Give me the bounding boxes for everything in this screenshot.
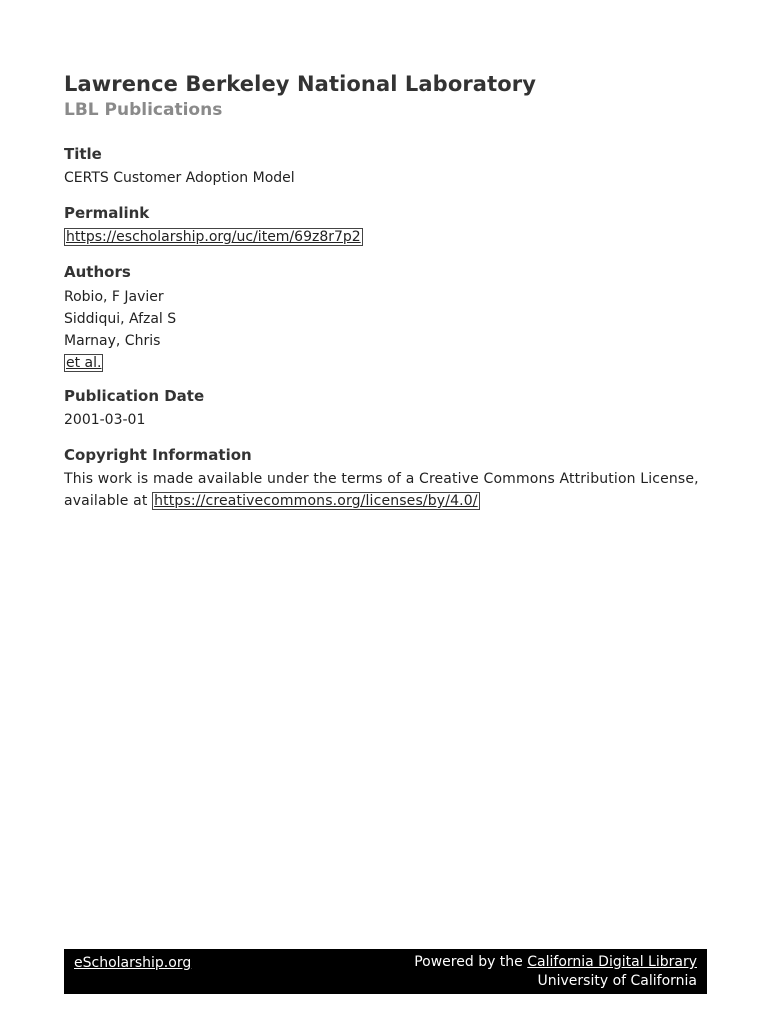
permalink-label: Permalink [64, 204, 150, 222]
et-al-link[interactable]: et al. [66, 355, 102, 371]
powered-by-line [414, 953, 697, 972]
footer-right [414, 953, 697, 991]
publication-date-value: 2001-03-01 [64, 412, 146, 428]
document-header [64, 70, 709, 122]
title-section [64, 144, 709, 189]
copyright-text-prefix: available at [64, 493, 148, 509]
permalink-section [64, 203, 709, 248]
author-name: Robio, F Javier [64, 289, 164, 305]
publication-date-label: Publication Date [64, 387, 205, 405]
powered-by-text: Powered by the [414, 954, 523, 970]
copyright-text-line1: This work is made available under the terms of a Creative Commons Attribution License, [64, 471, 699, 487]
series-name: LBL Publications [64, 100, 223, 120]
authors-section [64, 262, 709, 374]
escholarship-link[interactable]: eScholarship.org [74, 955, 192, 971]
footer-left [74, 953, 191, 973]
authors-label: Authors [64, 263, 131, 281]
et-al-line [64, 352, 709, 374]
author-name: Marnay, Chris [64, 333, 161, 349]
cdl-link[interactable]: California Digital Library [527, 954, 697, 970]
authors-list [64, 286, 709, 374]
footer-bar [64, 949, 707, 994]
copyright-section [64, 445, 709, 512]
organization-name: Lawrence Berkeley National Laboratory [64, 72, 536, 96]
publication-date-section [64, 386, 709, 431]
permalink-line [64, 226, 709, 248]
license-link[interactable]: https://creativecommons.org/licenses/by/4.0/ [154, 493, 478, 509]
copyright-label: Copyright Information [64, 446, 252, 464]
author-name: Siddiqui, Afzal S [64, 311, 177, 327]
copyright-text-line2 [64, 490, 709, 512]
document-page [64, 70, 709, 512]
title-value: CERTS Customer Adoption Model [64, 170, 295, 186]
title-label: Title [64, 145, 102, 163]
university-name: University of California [537, 973, 697, 989]
permalink-link[interactable]: https://escholarship.org/uc/item/69z8r7p2 [66, 229, 361, 245]
